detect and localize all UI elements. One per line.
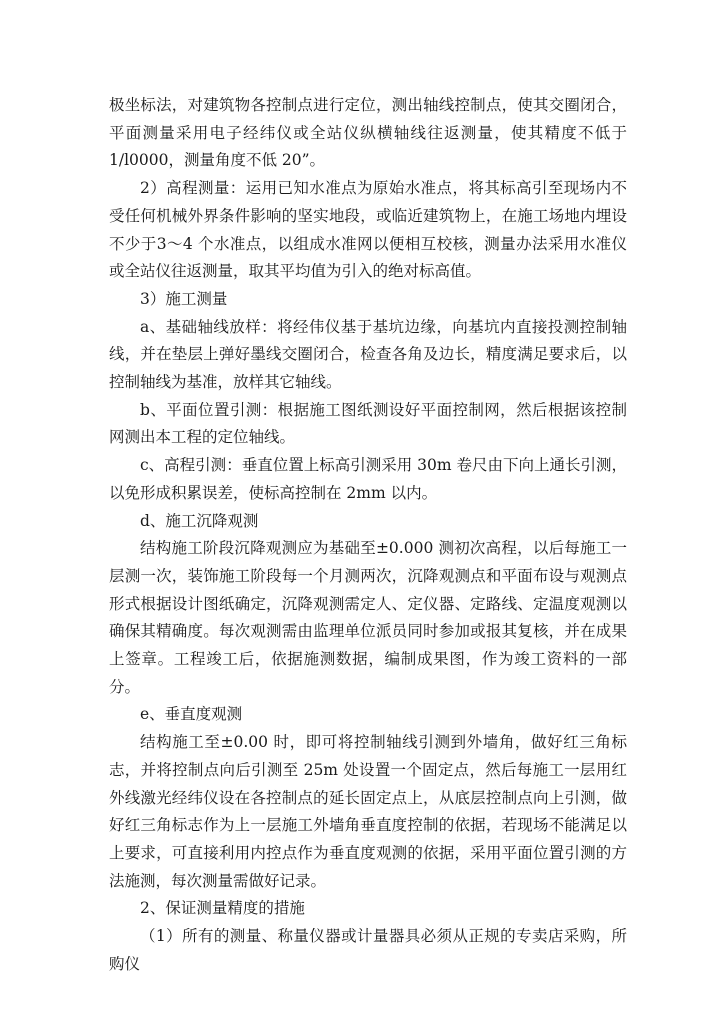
- paragraph-settlement-observation: 结构施工阶段沉降观测应为基础至±0.000 测初次高程，以后每施工一层测一次，装饰施工阶段每一个月测两次，沉降观测点和平面布设与观测点形式根据设计图纸确定，沉降观测需定人、定仪器、定路线、定温度观测以确保其精确度。每次观测需由监理单位派员同时参加或报其复核，并在成果上签章。工程竣工后，依据施测数据，编制成果图，作为竣工资料的一部分。: [109, 539, 627, 696]
- paragraph-verticality-observation: 结构施工至±0.00 时，即可将控制轴线引测到外墙角，做好红三角标志，并将控制点向后引测至 25m 处设置一个固定点，然后每施工一层用红外线激光经纬仪设在各控制点的延长固定点上，从底层控制点向上引测，做好红三角标志作为上一层施工外墙角垂直度控制的依据，若现场不能满足以上要求，可直接利用内控点作为垂直度观测的依据，采用平面位置引测的方法施测，每次测量需做好记录。: [109, 733, 627, 890]
- paragraph-plane-position: b、平面位置引测：根据施工图纸测设好平面控制网，然后根据该控制网测出本工程的定位轴线。: [109, 400, 627, 447]
- heading-accuracy-measures: 2、保证测量精度的措施: [140, 899, 305, 918]
- paragraph-foundation-axis: a、基础轴线放样：将经伟仪基于基坑边缘，向基坑内直接投测控制轴线，并在垫层上弹好墨线交圈闭合，检查各角及边长，精度满足要求后，以控制轴线为基准，放样其它轴线。: [109, 317, 627, 392]
- paragraph-instrument-procurement: （1）所有的测量、称量仪器或计量器具必须从正规的专卖店采购，所购仪: [109, 927, 627, 973]
- heading-verticality-observation: e、垂直度观测: [140, 705, 243, 724]
- document-body: [109, 92, 627, 979]
- paragraph-elevation-survey: 2）高程测量：运用已知水准点为原始水准点，将其标高引至现场内不受任何机械外界条件影响的坚实地段，或临近建筑物上，在施工场地内埋设不少于3～4 个水准点，以组成水准网以便相互校核，测量办法采用水准仪或全站仪往返测量，取其平均值为引入的绝对标高值。: [109, 179, 627, 281]
- paragraph-elevation-transfer: c、高程引测：垂直位置上标高引测采用 30m 卷尺由下向上通长引测，以免形成积累误差，使标高控制在 2mm 以内。: [109, 456, 627, 502]
- paragraph-coordinate-method: 极坐标法，对建筑物各控制点进行定位，测出轴线控制点，使其交圈闭合，平面测量采用电子经纬仪或全站仪纵横轴线往返测量，使其精度不低于 1/l0000，测量角度不低 20”。: [109, 96, 627, 170]
- heading-settlement-observation: d、施工沉降观测: [140, 511, 259, 530]
- heading-construction-survey: 3）施工测量: [140, 289, 228, 308]
